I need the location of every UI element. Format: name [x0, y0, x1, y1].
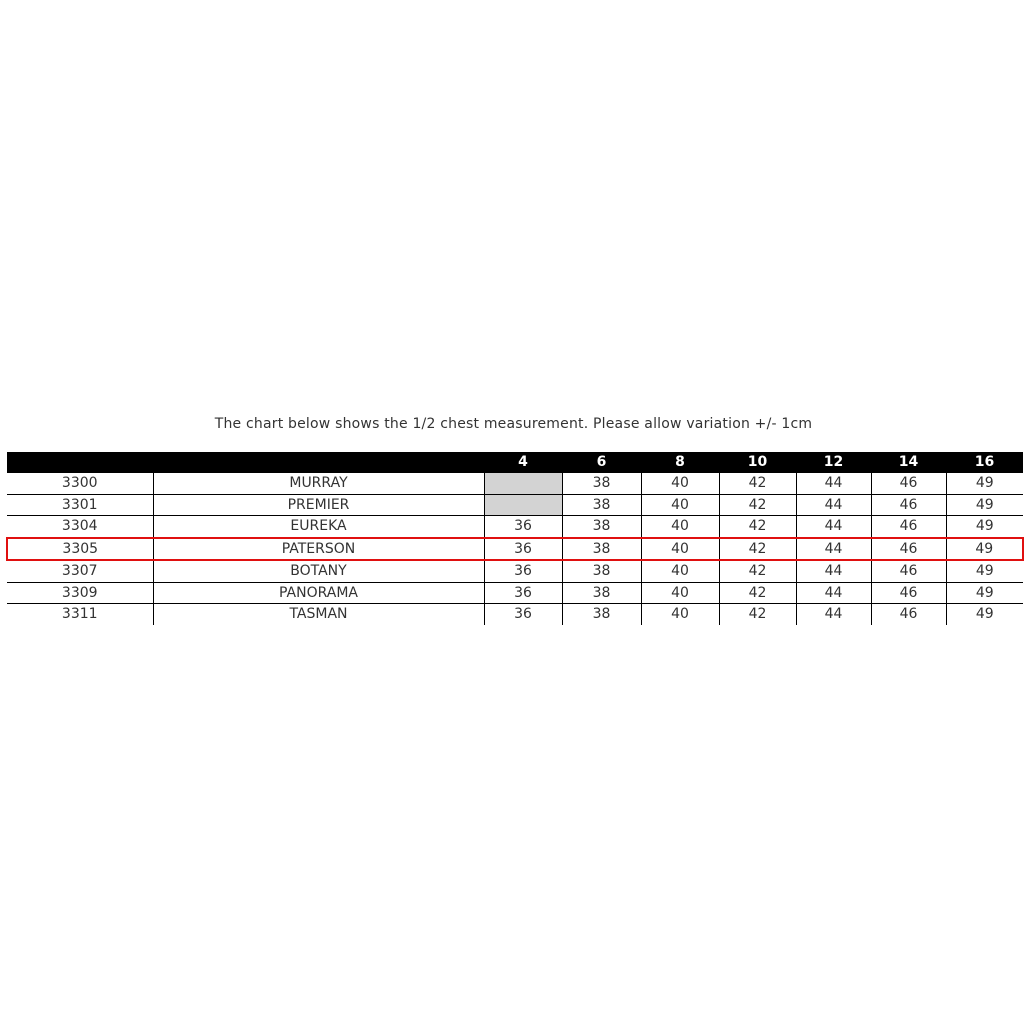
header-code — [7, 452, 153, 473]
size-value-cell: 38 — [562, 516, 641, 538]
table-row — [7, 582, 1023, 604]
size-value-cell: 46 — [871, 560, 946, 582]
size-value-cell: 38 — [562, 582, 641, 604]
size-value-cell — [484, 494, 562, 516]
size-value-cell: 40 — [641, 516, 719, 538]
size-value-cell: 36 — [484, 604, 562, 625]
size-value-cell: 36 — [484, 538, 562, 561]
product-name-cell: PATERSON — [153, 538, 484, 561]
product-code-cell: 3307 — [7, 560, 153, 582]
size-value-cell: 44 — [796, 538, 871, 561]
size-value-cell: 44 — [796, 604, 871, 625]
table-body — [7, 473, 1023, 625]
size-value-cell: 49 — [946, 538, 1023, 561]
header-size-4: 4 — [484, 452, 562, 473]
product-code-cell: 3311 — [61, 606, 98, 623]
size-value-cell — [484, 473, 562, 494]
product-code-cell: 3304 — [7, 516, 153, 538]
size-value-cell: 40 — [641, 582, 719, 604]
table-header-row — [7, 452, 1023, 473]
size-value-cell: 49 — [946, 473, 1023, 494]
size-value-cell: 40 — [641, 494, 719, 516]
product-name-cell: MURRAY — [153, 473, 484, 494]
size-value-cell: 42 — [719, 560, 796, 582]
size-value-cell: 42 — [719, 604, 796, 625]
product-code-cell: 3309 — [7, 582, 153, 604]
size-value-cell: 46 — [871, 582, 946, 604]
table-row — [7, 516, 1023, 538]
header-size-10: 10 — [719, 452, 796, 473]
header-size-16: 16 — [946, 452, 1023, 473]
size-value-cell: 36 — [484, 516, 562, 538]
size-value-cell: 49 — [946, 604, 1023, 625]
size-value-cell: 36 — [484, 582, 562, 604]
size-value-cell: 44 — [796, 473, 871, 494]
size-value-cell: 44 — [796, 494, 871, 516]
size-value-cell: 38 — [562, 494, 641, 516]
size-value-cell: 36 — [484, 560, 562, 582]
product-code-cell: 3305 — [7, 538, 153, 561]
size-value-cell: 42 — [719, 538, 796, 561]
size-value-cell: 38 — [562, 604, 641, 625]
header-size-12: 12 — [796, 452, 871, 473]
size-value-cell: 40 — [641, 538, 719, 561]
size-value-cell: 44 — [796, 516, 871, 538]
size-value-cell: 46 — [871, 516, 946, 538]
size-value-cell: 42 — [719, 473, 796, 494]
header-size-6: 6 — [562, 452, 641, 473]
size-value-cell: 38 — [562, 560, 641, 582]
size-value-cell: 46 — [871, 494, 946, 516]
size-value-cell: 49 — [946, 516, 1023, 538]
size-value-cell: 46 — [871, 473, 946, 494]
product-name-cell: PANORAMA — [153, 582, 484, 604]
size-value-cell: 38 — [562, 538, 641, 561]
product-code-cell: 3301 — [7, 494, 153, 516]
size-value-cell: 46 — [871, 604, 946, 625]
size-value-cell: 38 — [562, 473, 641, 494]
size-chart-table — [6, 452, 1024, 625]
header-size-8: 8 — [641, 452, 719, 473]
header-name — [153, 452, 484, 473]
size-value-cell: 42 — [719, 494, 796, 516]
header-size-14: 14 — [871, 452, 946, 473]
product-code-cell: 3300 — [7, 473, 153, 494]
product-name-cell: EUREKA — [153, 516, 484, 538]
table-row — [7, 494, 1023, 516]
size-value-cell: 49 — [946, 560, 1023, 582]
table-row — [7, 604, 1023, 625]
size-value-cell: 40 — [641, 473, 719, 494]
size-value-cell: 46 — [871, 538, 946, 561]
size-value-cell: 42 — [719, 516, 796, 538]
product-name-cell: BOTANY — [153, 560, 484, 582]
size-value-cell: 40 — [641, 560, 719, 582]
size-value-cell: 44 — [796, 582, 871, 604]
chart-intro-text: The chart below shows the 1/2 chest measurement. Please allow variation +/- 1cm — [214, 416, 813, 432]
size-value-cell: 40 — [641, 604, 719, 625]
product-name-cell: PREMIER — [153, 494, 484, 516]
product-name-cell: TASMAN — [153, 604, 484, 625]
size-value-cell: 44 — [796, 560, 871, 582]
size-value-cell: 49 — [946, 494, 1023, 516]
table-row — [7, 560, 1023, 582]
table-row — [7, 473, 1023, 494]
table-row — [7, 538, 1023, 561]
size-value-cell: 42 — [719, 582, 796, 604]
size-value-cell: 49 — [946, 582, 1023, 604]
